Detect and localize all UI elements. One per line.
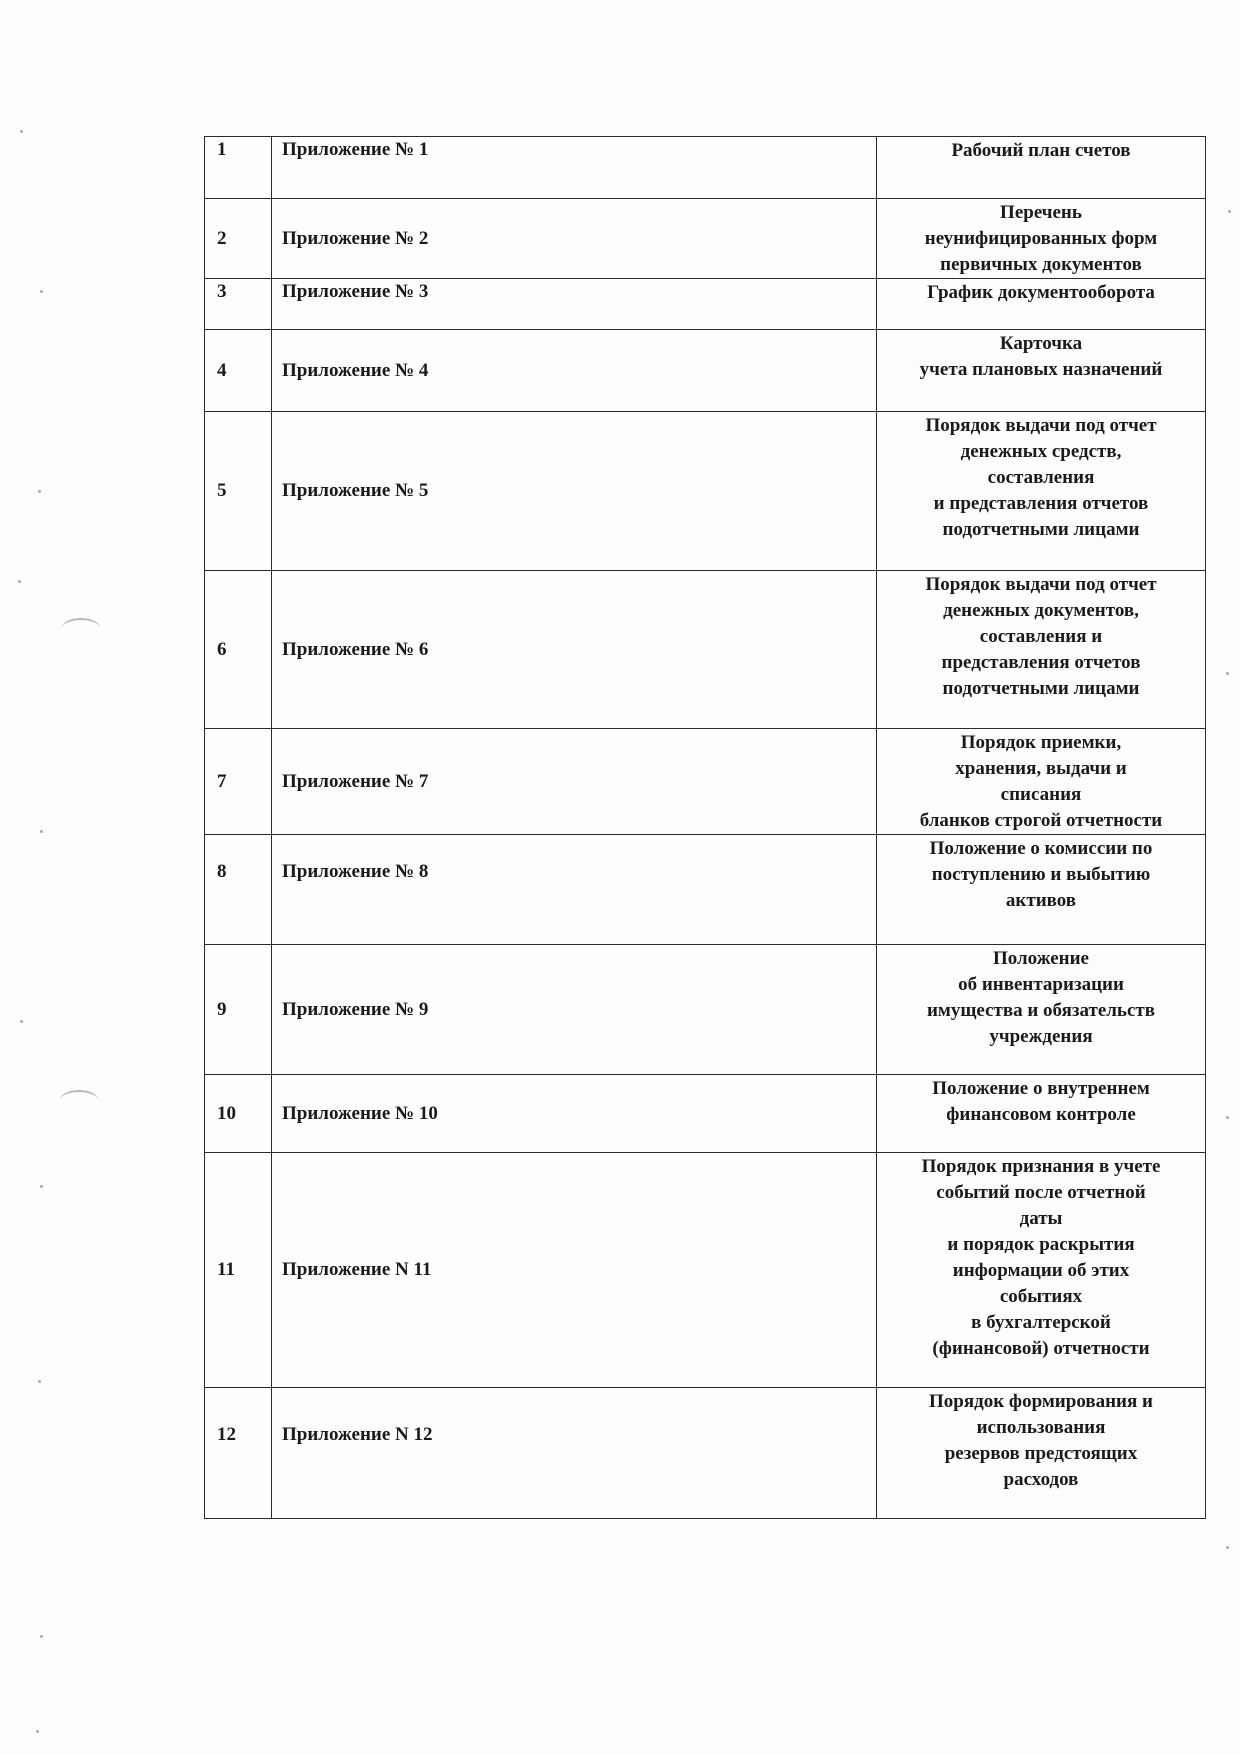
appendix-title-line: денежных средств, <box>960 441 1122 462</box>
appendix-title-line: (финансовой) отчетности <box>932 1338 1150 1359</box>
appendix-title-line: и представления отчетов <box>933 493 1149 514</box>
scan-speck <box>20 1020 23 1023</box>
punch-hole-mark <box>60 1090 98 1110</box>
appendix-title-line: финансовом контроле <box>946 1104 1136 1125</box>
row-number: 3 <box>205 279 272 330</box>
appendix-title <box>877 1075 1206 1153</box>
appendix-title <box>877 729 1206 835</box>
table-row <box>205 945 1206 1075</box>
scan-speck <box>40 1635 43 1638</box>
appendix-title <box>877 412 1206 571</box>
scan-speck <box>1226 672 1229 675</box>
appendix-label: Приложение № 1 <box>272 137 877 199</box>
scan-speck <box>18 580 21 583</box>
appendix-title-line: поступлению и выбытию <box>931 864 1151 885</box>
row-number: 4 <box>205 330 272 412</box>
appendix-title-line: об инвентаризации <box>958 974 1124 995</box>
table-row <box>205 1153 1206 1388</box>
appendix-label: Приложение № 9 <box>272 945 877 1075</box>
appendix-title-line: хранения, выдачи и <box>955 758 1127 779</box>
appendix-title-line: составления и <box>979 626 1103 647</box>
appendix-label: Приложение N 11 <box>272 1153 877 1388</box>
appendix-title-line: событий после отчетной <box>936 1182 1146 1203</box>
appendix-title-line: Перечень <box>1000 202 1082 223</box>
table-row <box>205 571 1206 729</box>
appendix-title-line: Порядок признания в учете <box>921 1156 1161 1177</box>
appendix-title-line: денежных документов, <box>943 600 1139 621</box>
appendix-title-line: Карточка <box>999 333 1083 354</box>
row-number: 12 <box>205 1388 272 1519</box>
row-number: 6 <box>205 571 272 729</box>
appendix-title <box>877 835 1206 945</box>
appendix-title-line: расходов <box>1003 1469 1079 1490</box>
scan-speck <box>36 1730 39 1733</box>
appendix-title <box>877 571 1206 729</box>
appendix-title <box>877 330 1206 412</box>
table-row <box>205 199 1206 279</box>
appendix-title <box>877 199 1206 279</box>
appendix-title-line: Порядок формирования и <box>929 1391 1153 1412</box>
appendix-label: Приложение № 8 <box>272 835 877 945</box>
table-row <box>205 412 1206 571</box>
row-number: 7 <box>205 729 272 835</box>
scan-speck <box>38 490 41 493</box>
appendix-title <box>877 945 1206 1075</box>
row-number: 8 <box>205 835 272 945</box>
appendix-title <box>877 1388 1206 1519</box>
appendix-title-line: Порядок выдачи под отчет <box>925 415 1157 436</box>
row-number: 1 <box>205 137 272 199</box>
appendix-table <box>204 136 1206 1519</box>
table-row <box>205 330 1206 412</box>
row-number: 9 <box>205 945 272 1075</box>
row-number: 11 <box>205 1153 272 1388</box>
appendix-title-line: списания <box>1000 784 1082 805</box>
appendix-label: Приложение № 5 <box>272 412 877 571</box>
appendix-label: Приложение № 4 <box>272 330 877 412</box>
table-row <box>205 835 1206 945</box>
appendix-title-line: активов <box>1005 890 1077 911</box>
appendix-label: Приложение № 10 <box>272 1075 877 1153</box>
table-row <box>205 1388 1206 1519</box>
appendix-title-line: Рабочий план счетов <box>951 140 1131 161</box>
appendix-title-line: неунифицированных форм <box>924 228 1158 249</box>
appendix-title-line: бланков строгой отчетности <box>919 810 1163 831</box>
appendix-title-line: График документооборота <box>927 282 1155 303</box>
appendix-title <box>877 137 1206 199</box>
appendix-title-line: представления отчетов <box>941 652 1141 673</box>
scan-speck <box>40 290 43 293</box>
appendix-title-line: учреждения <box>989 1026 1093 1047</box>
row-number: 5 <box>205 412 272 571</box>
scan-speck <box>1226 1546 1229 1549</box>
appendix-label: Приложение N 12 <box>272 1388 877 1519</box>
appendix-label: Приложение № 7 <box>272 729 877 835</box>
table-row <box>205 729 1206 835</box>
table-row <box>205 279 1206 330</box>
appendix-title-line: составления <box>987 467 1095 488</box>
appendix-title-line: подотчетными лицами <box>942 519 1140 540</box>
table-row <box>205 137 1206 199</box>
appendix-title-line: и порядок раскрытия <box>947 1234 1135 1255</box>
row-number: 10 <box>205 1075 272 1153</box>
appendix-label: Приложение № 2 <box>272 199 877 279</box>
appendix-title-line: учета плановых назначений <box>919 359 1163 380</box>
appendix-title-line: первичных документов <box>940 254 1142 275</box>
appendix-label: Приложение № 3 <box>272 279 877 330</box>
appendix-title-line: имущества и обязательств <box>926 1000 1156 1021</box>
appendix-title-line: Порядок приемки, <box>960 732 1122 753</box>
appendix-title <box>877 1153 1206 1388</box>
appendix-title-line: Порядок выдачи под отчет <box>925 574 1157 595</box>
appendix-title-line: информации об этих <box>952 1260 1130 1281</box>
appendix-title-line: в бухгалтерской <box>971 1312 1111 1333</box>
scan-speck <box>40 1185 43 1188</box>
appendix-title-line: резервов предстоящих <box>944 1443 1138 1464</box>
appendix-title-line: Положение о внутреннем <box>932 1078 1150 1099</box>
scan-speck <box>40 830 43 833</box>
scan-speck <box>38 1380 41 1383</box>
appendix-title <box>877 279 1206 330</box>
appendix-title-line: использования <box>976 1417 1106 1438</box>
appendix-title-line: даты <box>1019 1208 1063 1229</box>
scan-speck <box>20 130 23 133</box>
appendix-title-line: Положение о комиссии по <box>929 838 1153 859</box>
row-number: 2 <box>205 199 272 279</box>
punch-hole-mark <box>62 618 100 638</box>
appendix-title-line: Положение <box>992 948 1089 969</box>
appendix-title-line: событиях <box>999 1286 1083 1307</box>
scan-speck <box>1226 1116 1229 1119</box>
table-row <box>205 1075 1206 1153</box>
scan-speck <box>1228 210 1231 213</box>
appendix-title-line: подотчетными лицами <box>942 678 1140 699</box>
appendix-label: Приложение № 6 <box>272 571 877 729</box>
